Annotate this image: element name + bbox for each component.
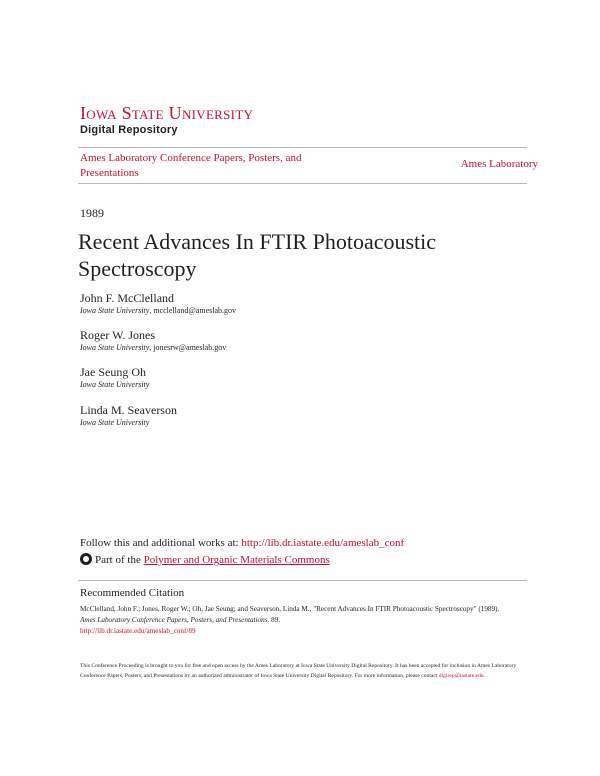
author-email[interactable]: , jonesrw@ameslab.gov xyxy=(149,343,227,352)
publication-year: 1989 xyxy=(80,206,104,220)
access-notice: This Conference Proceeding is brought to you for free and open access by the Ames Laboratory at Iowa State University Digital Repository. It has been accepted for inclusion in Ames Laboratory Conference Papers, Posters, and Presentations by an authorized administrator of Iowa State University Digital Repository. For more information, please contact digirep@iastate.edu. xyxy=(80,663,517,679)
citation-url-link[interactable]: http://lib.dr.iastate.edu/ameslab_conf/89 xyxy=(80,627,196,635)
author-affiliation: Iowa State University xyxy=(80,418,150,427)
paper-title: Recent Advances In FTIR Photoacoustic Spectroscopy xyxy=(78,229,437,281)
author-block xyxy=(80,365,149,391)
author-block xyxy=(80,403,177,429)
department-link[interactable]: Ames Laboratory xyxy=(460,158,538,170)
collection-link[interactable]: Ames Laboratory Conference Papers, Posters, and Presentations xyxy=(80,152,302,179)
author-name: Roger W. Jones xyxy=(80,328,155,342)
isu-logo xyxy=(80,104,253,136)
author-name: Jae Seung Oh xyxy=(80,365,146,379)
author-name: John F. McClelland xyxy=(80,291,175,305)
repository-name: Digital Repository xyxy=(80,124,178,136)
author-affiliation: Iowa State University, mcclelland@ameslab.gov xyxy=(80,306,236,315)
author-affiliation: Iowa State University, jonesrw@ameslab.gov xyxy=(80,343,227,352)
header-divider xyxy=(78,183,527,184)
author-name: Linda M. Seaverson xyxy=(80,403,177,417)
author-affiliation: Iowa State University xyxy=(80,380,150,389)
author-email[interactable]: , mcclelland@ameslab.gov xyxy=(149,306,236,315)
university-name: Iowa State University xyxy=(80,103,254,123)
author-block xyxy=(80,328,226,354)
author-block xyxy=(80,291,236,317)
follow-line: Follow this and additional works at: http://lib.dr.iastate.edu/ameslab_conf xyxy=(80,537,405,549)
citation-text: McClelland, John F.; Jones, Roger W.; Oh, Jae Seung; and Seaverson, Linda M., "Recent Advances In FTIR Photoacoustic Spectroscopy" (1989). Ames Laboratory Conference Papers, Posters, and Presentations. 89. http://lib.dr.iastate.edu/ameslab_conf/89 xyxy=(80,605,500,635)
citation-divider xyxy=(78,580,527,581)
citation-heading: Recommended Citation xyxy=(80,587,185,599)
top-divider xyxy=(78,147,527,148)
collection-url-link[interactable]: http://lib.dr.iastate.edu/ameslab_conf xyxy=(241,537,405,549)
part-of-line: Part of the Polymer and Organic Materials Commons xyxy=(80,553,330,566)
commons-link[interactable]: Polymer and Organic Materials Commons xyxy=(143,554,330,566)
commons-network-icon xyxy=(80,553,92,565)
contact-email-link[interactable]: digirep@iastate.edu xyxy=(438,673,484,679)
